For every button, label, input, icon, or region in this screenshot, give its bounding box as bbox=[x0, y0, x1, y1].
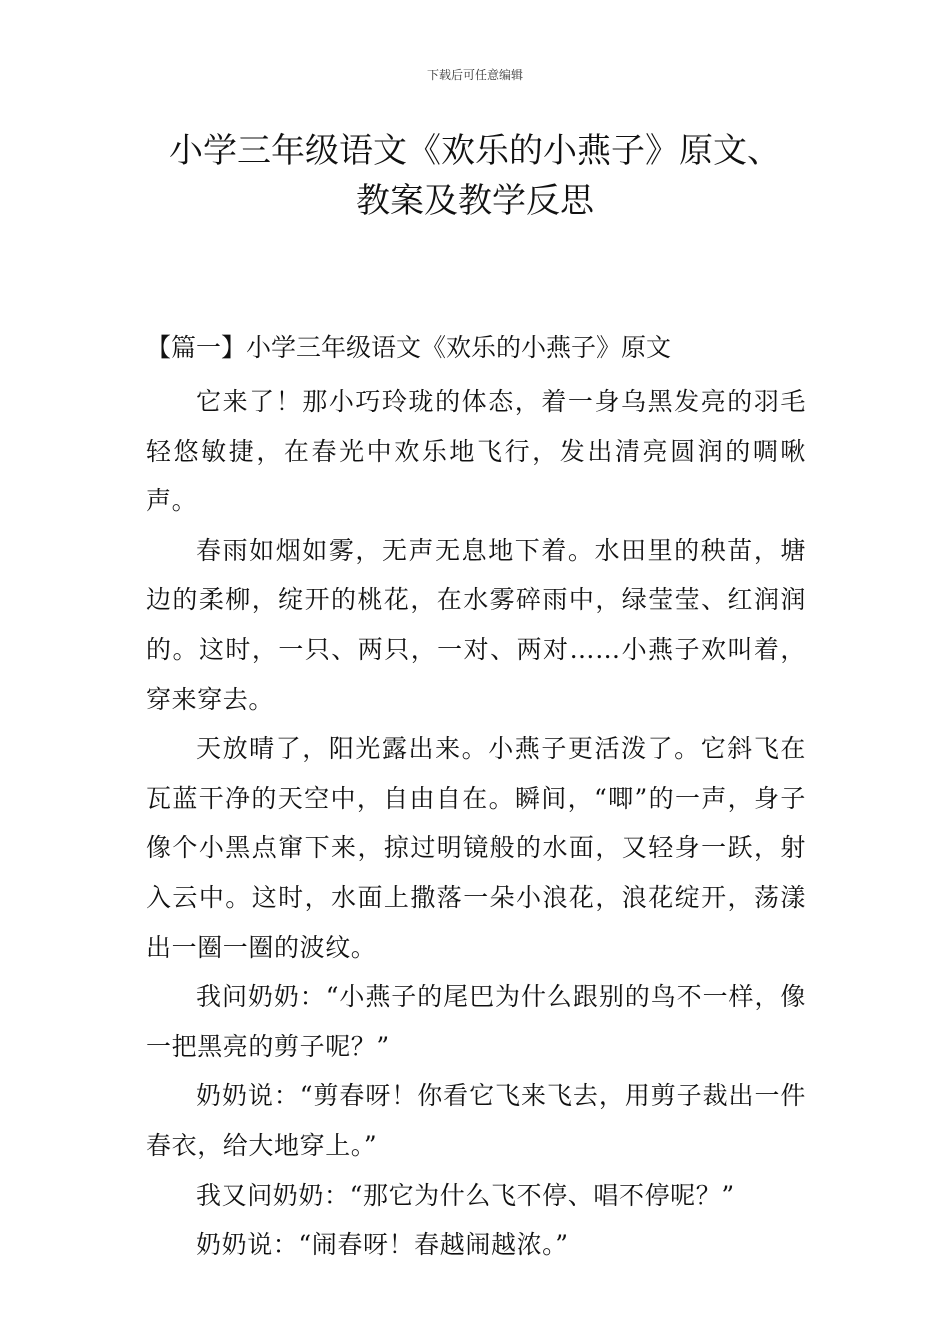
paragraph: 我又问奶奶：“那它为什么飞不停、唱不停呢？” bbox=[196, 1180, 735, 1210]
document-body bbox=[146, 377, 806, 1270]
header-note: 下载后可任意编辑 bbox=[426, 68, 523, 82]
paragraph: 奶奶说：“剪春呀！你看它飞来飞去，用剪子裁出一件春衣，给大地穿上。” bbox=[146, 1081, 806, 1160]
paragraph: 春雨如烟如雾，无声无息地下着。水田里的秧苗，塘边的柔柳，绽开的桃花，在水雾碎雨中，绿莹莹、红润润的。这时，一只、两只，一对、两对……小燕子欢叫着，穿来穿去。 bbox=[146, 535, 806, 714]
paragraph: 天放晴了，阳光露出来。小燕子更活泼了。它斜飞在瓦蓝干净的天空中，自由自在。瞬间，“唧”的一声，身子像个小黑点窜下来，掠过明镜般的水面，又轻身一跃，射入云中。这时，水面上撒落一朵小浪花，浪花绽开，荡漾出一圈一圈的波纹。 bbox=[146, 734, 806, 962]
title-line-1: 小学三年级语文《欢乐的小燕子》原文、 bbox=[169, 131, 781, 171]
paragraph: 我问奶奶：“小燕子的尾巴为什么跟别的鸟不一样，像一把黑亮的剪子呢？” bbox=[146, 982, 806, 1061]
title-line-2: 教案及教学反思 bbox=[356, 181, 594, 221]
section-heading: 【篇一】小学三年级语文《欢乐的小燕子》原文 bbox=[146, 333, 672, 362]
document-title bbox=[100, 126, 850, 226]
paragraph: 奶奶说：“闹春呀！春越闹越浓。” bbox=[196, 1230, 569, 1260]
paragraph: 它来了！那小巧玲珑的体态，着一身乌黑发亮的羽毛轻悠敏捷，在春光中欢乐地飞行，发出清亮圆润的啁啾声。 bbox=[146, 387, 806, 516]
